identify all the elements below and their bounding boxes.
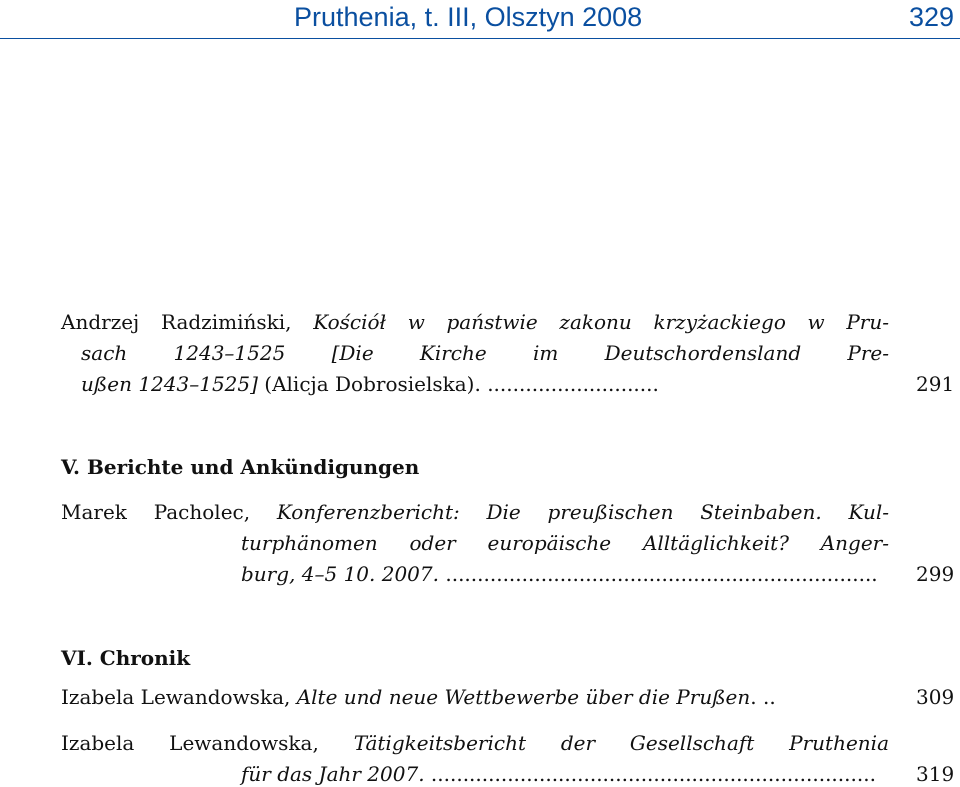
work-title-continued: für das Jahr 2007. — [241, 762, 431, 786]
section-heading: VI. Chronik — [61, 646, 191, 670]
author: Marek Pacholec, — [61, 500, 277, 524]
page-number: 329 — [908, 2, 954, 32]
work-title: Tätigkeitsbericht der Gesellschaft Pruthenia — [353, 731, 890, 755]
work-title: Kościół w państwie zakonu krzyżackiego w Pru- — [313, 310, 889, 334]
author: Izabela Lewandowska, — [61, 685, 297, 709]
author: Andrzej Radzimiński, — [61, 310, 314, 334]
leader-dots: . .. — [750, 685, 776, 709]
author: Izabela Lewandowska, — [61, 731, 354, 755]
work-title: Konferenzbericht: Die preußischen Steinbaben. Kul- — [276, 500, 890, 524]
toc-entry-line — [241, 762, 876, 786]
work-title-continued: ußen 1243–1525] — [81, 372, 258, 396]
leader-dots: ...................................................................... — [430, 762, 876, 786]
toc-page-number: 299 — [916, 562, 955, 586]
toc-entry-line — [61, 310, 889, 334]
toc-page-number: 291 — [916, 372, 955, 396]
section-heading: V. Berichte und Ankündigungen — [61, 455, 420, 479]
work-title-continued: turphänomen oder europäische Alltäglichkeit? Anger- — [241, 531, 889, 555]
work-title-continued: burg, 4–5 10. 2007. — [241, 562, 446, 586]
reviewer: (Alicja Dobrosielska). — [257, 372, 488, 396]
toc-page-number: 309 — [916, 685, 955, 709]
toc-entry-line — [241, 562, 878, 586]
work-title-continued: sach 1243–1525 [Die Kirche im Deutschordensland Pre- — [81, 341, 889, 365]
toc-entry-line — [61, 731, 889, 755]
work-title: Alte und neue Wettbewerbe über die Prußen — [296, 685, 751, 709]
running-header — [0, 0, 960, 40]
leader-dots: ........................... — [487, 372, 659, 396]
toc-entry-line — [61, 500, 889, 524]
leader-dots: .................................................................... — [445, 562, 878, 586]
toc-page-number: 319 — [916, 762, 955, 786]
header-rule — [0, 38, 960, 39]
journal-title: Pruthenia, t. III, Olsztyn 2008 — [294, 2, 643, 32]
toc-entry — [61, 685, 776, 709]
toc-entry-line — [81, 372, 659, 396]
